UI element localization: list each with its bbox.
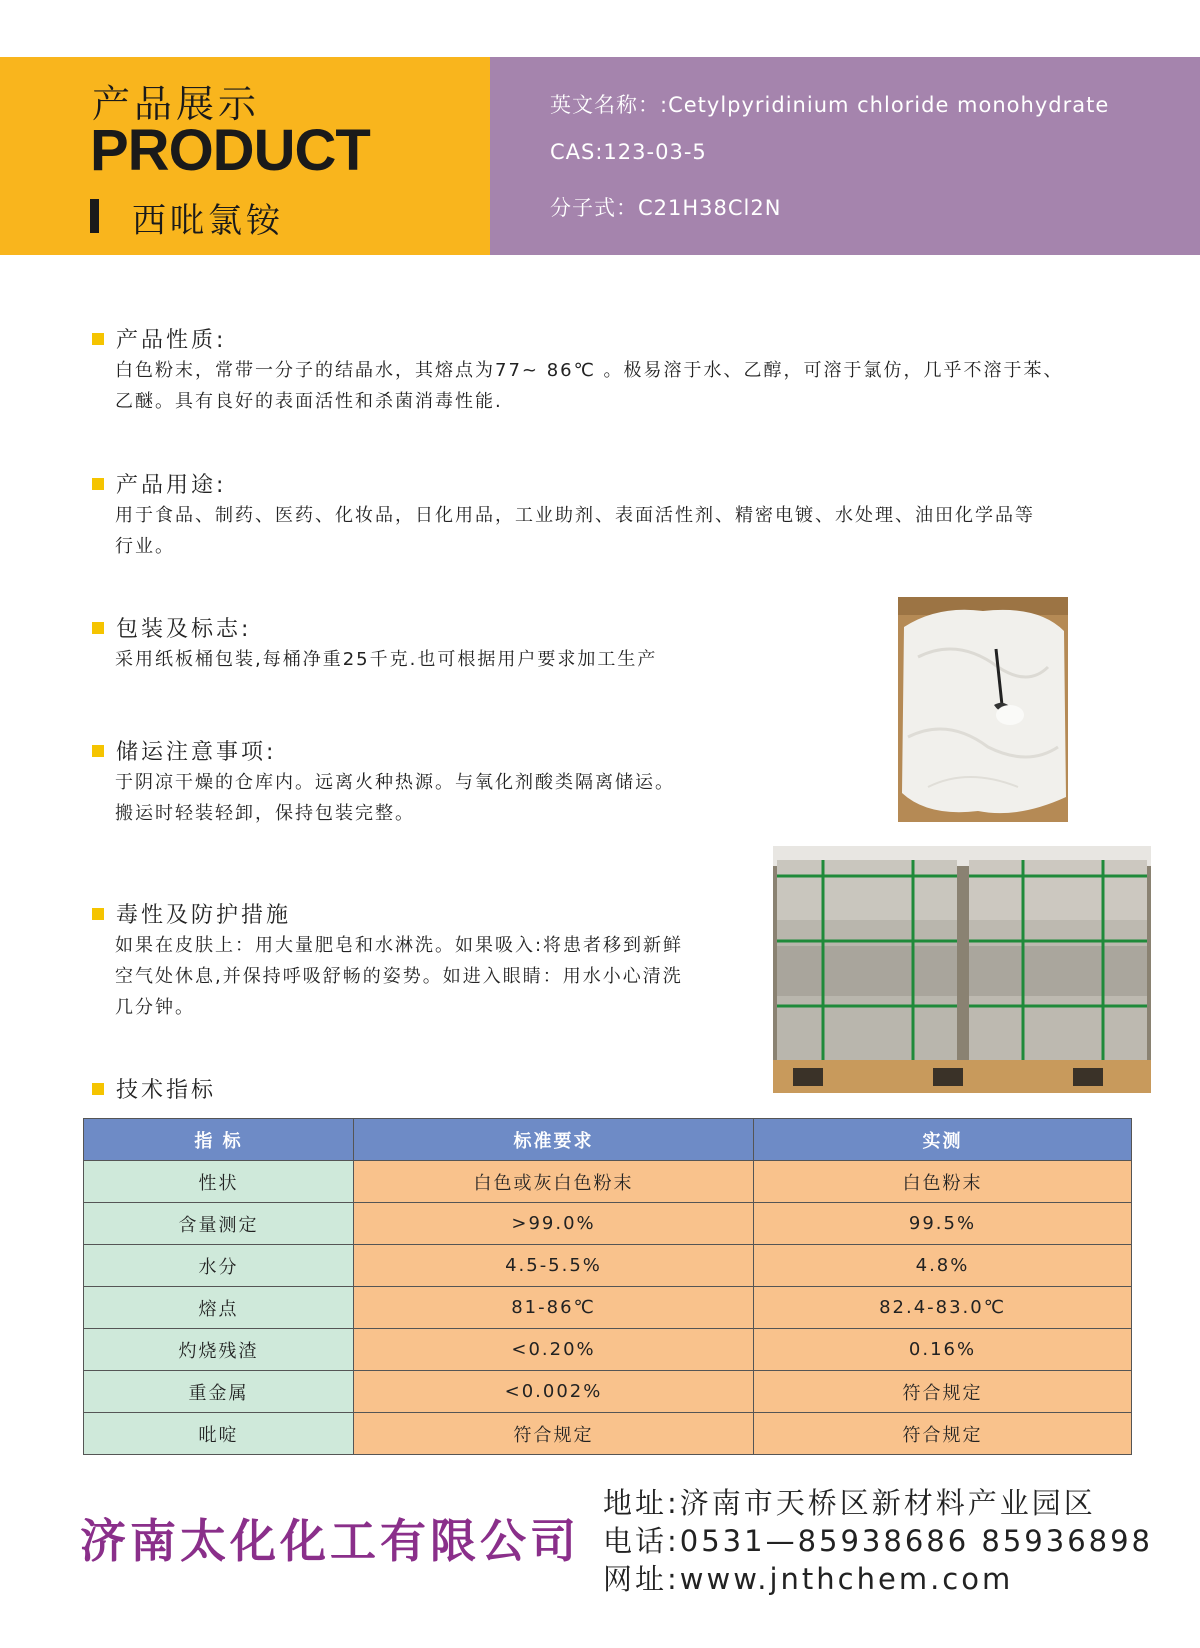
table-row — [84, 1203, 1132, 1245]
row-item: 熔点 — [84, 1287, 354, 1329]
product-powder-photo — [898, 597, 1068, 822]
product-name: 西吡氯铵 — [132, 201, 284, 241]
header-title-panel — [0, 57, 490, 255]
row-measured: 99.5% — [754, 1203, 1132, 1245]
english-name: 英文名称：:Cetylpyridinium chloride monohydrate — [550, 93, 1110, 117]
section-uses-body: 用于食品、制药、医药、化妆品，日化用品，工业助剂、表面活性剂、精密电镀、水处理、油田化学品等 行业。 — [115, 505, 1035, 557]
section-packaging-heading: 包装及标志: — [92, 612, 251, 643]
section-toxicity-body: 如果在皮肤上：用大量肥皂和水淋洗。如果吸入:将患者移到新鲜 空气处休息,并保持呼吸舒畅的姿势。如进入眼睛：用水小心清洗 几分钟。 — [115, 935, 684, 1018]
header-info-panel — [490, 57, 1200, 255]
column-header-item: 指 标 — [84, 1119, 354, 1161]
row-item: 吡啶 — [84, 1413, 354, 1455]
row-measured: 82.4-83.0℃ — [754, 1287, 1132, 1329]
spec-table — [83, 1118, 1132, 1455]
row-standard: 4.5-5.5% — [354, 1245, 754, 1287]
bullet-square-icon — [92, 478, 104, 490]
row-item: 水分 — [84, 1245, 354, 1287]
row-standard: 白色或灰白色粉末 — [354, 1161, 754, 1203]
table-row — [84, 1161, 1132, 1203]
row-measured: 0.16% — [754, 1329, 1132, 1371]
company-website[interactable]: 网址:www.jnthchem.com — [603, 1562, 1014, 1596]
table-row — [84, 1413, 1132, 1455]
row-measured: 白色粉末 — [754, 1161, 1132, 1203]
bullet-square-icon — [92, 622, 104, 634]
company-name: 济南太化化工有限公司 — [80, 1514, 580, 1568]
row-item: 性状 — [84, 1161, 354, 1203]
row-measured: 符合规定 — [754, 1371, 1132, 1413]
row-standard: >99.0% — [354, 1203, 754, 1245]
section-storage-body: 于阴凉干燥的仓库内。远离火种热源。与氧化剂酸类隔离储运。 搬运时轻装轻卸，保持包装完整。 — [115, 772, 675, 824]
row-standard: <0.002% — [354, 1371, 754, 1413]
table-row — [84, 1371, 1132, 1413]
row-standard: 81-86℃ — [354, 1287, 754, 1329]
section-specs-heading: 技术指标 — [92, 1073, 216, 1104]
section-toxicity-heading: 毒性及防护措施 — [92, 898, 291, 929]
spec-table-header-row — [84, 1119, 1132, 1161]
row-item: 含量测定 — [84, 1203, 354, 1245]
cas-number: CAS:123-03-5 — [550, 140, 707, 164]
row-item: 重金属 — [84, 1371, 354, 1413]
molecular-formula: 分子式：C21H38Cl2N — [550, 196, 782, 220]
row-measured: 4.8% — [754, 1245, 1132, 1287]
header-title-en: PRODUCT — [90, 118, 370, 183]
bullet-square-icon — [92, 333, 104, 345]
header-accent-bar — [90, 199, 99, 233]
bullet-square-icon — [92, 908, 104, 920]
section-storage-heading: 储运注意事项: — [92, 735, 276, 766]
product-drums-photo — [773, 846, 1151, 1093]
table-row — [84, 1329, 1132, 1371]
table-row — [84, 1245, 1132, 1287]
section-uses-heading: 产品用途: — [92, 468, 226, 499]
row-item: 灼烧残渣 — [84, 1329, 354, 1371]
column-header-measured: 实测 — [754, 1119, 1132, 1161]
bullet-square-icon — [92, 745, 104, 757]
column-header-standard: 标准要求 — [354, 1119, 754, 1161]
header-title-cn: 产品展示 — [92, 82, 261, 126]
section-packaging-body: 采用纸板桶包装,每桶净重25千克.也可根据用户要求加工生产 — [115, 649, 658, 670]
bullet-square-icon — [92, 1083, 104, 1095]
company-address: 地址:济南市天桥区新材料产业园区 — [603, 1486, 1096, 1520]
table-row — [84, 1287, 1132, 1329]
company-phone: 电话:0531—85938686 85936898 — [603, 1524, 1154, 1558]
section-properties-heading: 产品性质: — [92, 323, 226, 354]
row-standard: 符合规定 — [354, 1413, 754, 1455]
row-measured: 符合规定 — [754, 1413, 1132, 1455]
section-properties-body: 白色粉末，常带一分子的结晶水，其熔点为77~ 86℃ 。极易溶于水、乙醇，可溶于氯仿，几乎不溶于苯、 乙醚。具有良好的表面活性和杀菌消毒性能. — [115, 360, 1064, 412]
row-standard: <0.20% — [354, 1329, 754, 1371]
